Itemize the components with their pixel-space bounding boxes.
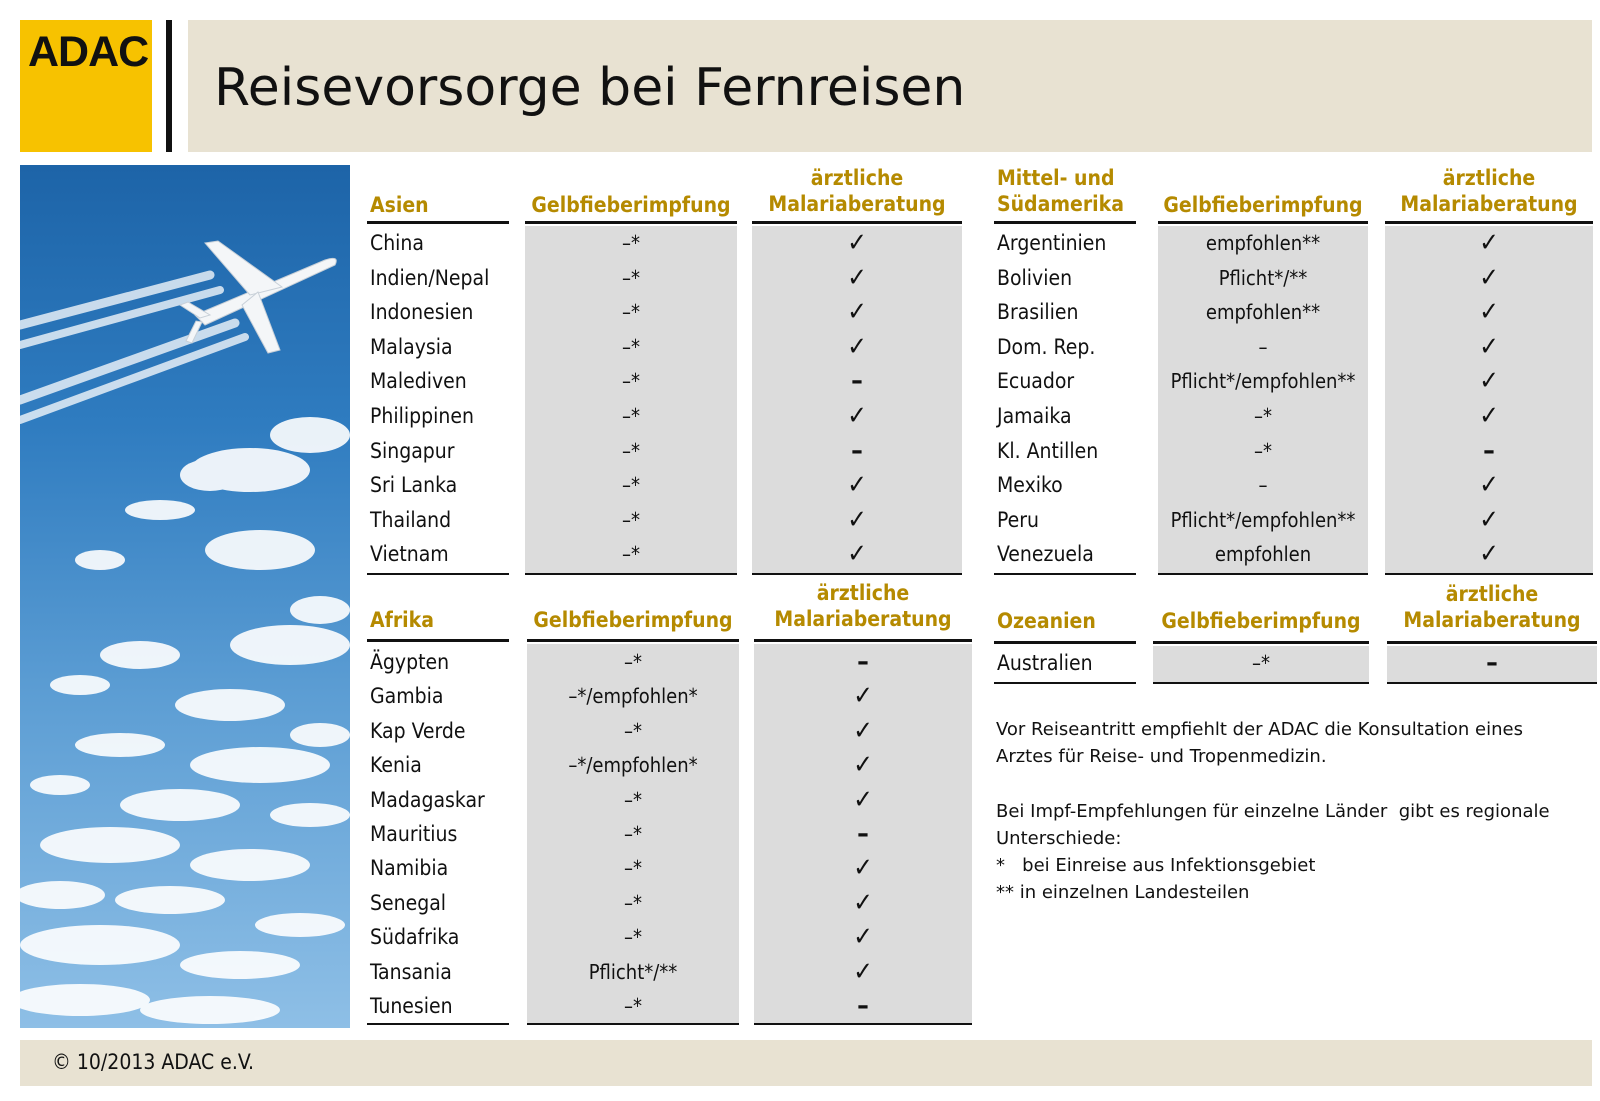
- gelbfieber-value: –*: [624, 822, 642, 846]
- check-icon: ✓: [853, 750, 873, 780]
- country-name: Jamaika: [997, 404, 1072, 428]
- gelbfieber-value: –*: [622, 335, 640, 359]
- gelbfieber-value: –*: [624, 925, 642, 949]
- bottom-rule: [994, 682, 1136, 684]
- header-gelbfieber: Gelbfieberimpfung: [531, 193, 731, 217]
- header-malaria: ärztliche Malariaberatung: [768, 166, 946, 216]
- check-icon: ✓: [853, 681, 873, 711]
- country-name: Malaysia: [370, 335, 453, 359]
- consult-note: Vor Reiseantritt empfiehlt der ADAC die Konsultation eines Arztes für Reise- und Tropenmedizin.: [996, 719, 1529, 767]
- gelbfieber-value: empfohlen**: [1205, 300, 1321, 324]
- country-name: Senegal: [370, 891, 447, 915]
- country-name: Thailand: [370, 508, 452, 532]
- header-rule: [367, 221, 509, 224]
- gelbfieber-value: –: [1258, 335, 1268, 359]
- gelbfieber-value: –: [1258, 473, 1268, 497]
- check-icon: ✓: [847, 505, 867, 535]
- country-name: Argentinien: [997, 231, 1107, 255]
- country-name: Gambia: [370, 684, 444, 708]
- check-icon: ✓: [853, 922, 873, 952]
- gelbfieber-value: empfohlen: [1214, 542, 1312, 566]
- country-name: Sri Lanka: [370, 473, 458, 497]
- gelbfieber-value: Pflicht*/**: [1218, 266, 1308, 290]
- check-icon: ✓: [847, 470, 867, 500]
- notes-block: [996, 716, 1592, 906]
- country-name: Venezuela: [997, 542, 1094, 566]
- bottom-rule: [527, 1023, 739, 1025]
- header-rule: [1387, 641, 1597, 644]
- gelbfieber-value: –*: [1254, 439, 1272, 463]
- country-name: Peru: [997, 508, 1040, 532]
- bottom-rule: [754, 1023, 972, 1025]
- bottom-rule: [752, 573, 962, 575]
- gelbfieber-value: –*/empfohlen*: [568, 684, 698, 708]
- gelbfieber-value: –*: [624, 650, 642, 674]
- check-icon: ✓: [1479, 505, 1499, 535]
- check-icon: ✓: [1479, 366, 1499, 396]
- bottom-rule: [994, 573, 1136, 575]
- country-name: Namibia: [370, 856, 449, 880]
- country-name: Ecuador: [997, 369, 1075, 393]
- header-region: Afrika: [370, 608, 434, 632]
- gelbfieber-value: –*: [622, 369, 640, 393]
- country-name: Kenia: [370, 753, 422, 777]
- header-rule: [754, 639, 972, 642]
- check-icon: ✓: [1479, 297, 1499, 327]
- gelbfieber-value: –*: [622, 542, 640, 566]
- gelbfieber-value: –*: [624, 856, 642, 880]
- country-name: Malediven: [370, 369, 467, 393]
- header-rule: [367, 639, 509, 642]
- gelbfieber-value: –*: [624, 788, 642, 812]
- country-name: Südafrika: [370, 925, 460, 949]
- header-region: Mittel- und Südamerika: [997, 166, 1124, 216]
- footer-bar: [20, 1040, 1592, 1086]
- logo-text: ADAC: [28, 28, 149, 76]
- country-name: Brasilien: [997, 300, 1079, 324]
- gelbfieber-value: –*: [624, 719, 642, 743]
- check-icon: ✓: [1479, 470, 1499, 500]
- check-icon: ✓: [847, 401, 867, 431]
- check-icon: ✓: [853, 853, 873, 883]
- bottom-rule: [1153, 682, 1369, 684]
- header-gelbfieber: Gelbfieberimpfung: [1163, 193, 1363, 217]
- gelbfieber-value: –*: [622, 473, 640, 497]
- adac-logo: [20, 20, 152, 152]
- footnote-single-star: * bei Einreise aus Infektionsgebiet: [996, 855, 1316, 876]
- header-malaria: ärztliche Malariaberatung: [1400, 166, 1578, 216]
- check-icon: ✓: [853, 957, 873, 987]
- country-name: Australien: [997, 651, 1093, 675]
- check-icon: ✓: [847, 228, 867, 258]
- title-bar: [188, 20, 1592, 152]
- bottom-rule: [1158, 573, 1368, 575]
- header-rule: [1153, 641, 1369, 644]
- country-name: Tansania: [370, 960, 452, 984]
- bottom-rule: [525, 573, 737, 575]
- check-icon: ✓: [853, 785, 873, 815]
- check-icon: ✓: [847, 332, 867, 362]
- header-rule: [525, 221, 737, 224]
- check-icon: ✓: [1479, 228, 1499, 258]
- page-title: Reisevorsorge bei Fernreisen: [214, 58, 966, 118]
- gelbfieber-value: –*: [622, 508, 640, 532]
- airplane-sky-photo: [20, 165, 350, 1028]
- check-icon: ✓: [1479, 401, 1499, 431]
- dash-icon: –: [857, 991, 869, 1021]
- copyright: © 10/2013 ADAC e.V.: [52, 1050, 255, 1074]
- country-name: Indien/Nepal: [370, 266, 490, 290]
- gelbfieber-value: –*: [622, 300, 640, 324]
- gelbfieber-value: Pflicht*/empfohlen**: [1170, 369, 1356, 393]
- header-region: Asien: [370, 193, 429, 217]
- header-malaria: ärztliche Malariaberatung: [1403, 582, 1581, 632]
- dash-icon: –: [1483, 436, 1495, 466]
- country-name: Mexiko: [997, 473, 1063, 497]
- gelbfieber-value: –*: [1254, 404, 1272, 428]
- gelbfieber-value: empfohlen**: [1205, 231, 1321, 255]
- country-name: Ägypten: [370, 650, 450, 674]
- check-icon: ✓: [1479, 263, 1499, 293]
- header-gelbfieber: Gelbfieberimpfung: [533, 608, 733, 632]
- gelbfieber-value: Pflicht*/**: [588, 960, 678, 984]
- bottom-rule: [367, 1023, 509, 1025]
- regional-note: Bei Impf-Empfehlungen für einzelne Länder gibt es regionale Unterschiede:: [996, 801, 1556, 849]
- country-name: Singapur: [370, 439, 455, 463]
- check-icon: ✓: [847, 539, 867, 569]
- header-rule: [1158, 221, 1368, 224]
- country-name: Kap Verde: [370, 719, 466, 743]
- country-name: Dom. Rep.: [997, 335, 1096, 359]
- check-icon: ✓: [853, 716, 873, 746]
- header-malaria: ärztliche Malariaberatung: [774, 581, 952, 631]
- check-icon: ✓: [847, 297, 867, 327]
- gelbfieber-value: –*: [1252, 651, 1270, 675]
- gelbfieber-value: –*/empfohlen*: [568, 753, 698, 777]
- header-gelbfieber: Gelbfieberimpfung: [1161, 609, 1361, 633]
- gelbfieber-value: –*: [624, 994, 642, 1018]
- country-name: Philippinen: [370, 404, 474, 428]
- gelbfieber-value: –*: [622, 439, 640, 463]
- gelbfieber-value: –*: [624, 891, 642, 915]
- gelbfieber-value: –*: [622, 231, 640, 255]
- check-icon: ✓: [1479, 539, 1499, 569]
- country-name: China: [370, 231, 424, 255]
- dash-icon: –: [851, 366, 863, 396]
- gelbfieber-value: –*: [622, 266, 640, 290]
- check-icon: ✓: [853, 888, 873, 918]
- country-name: Kl. Antillen: [997, 439, 1099, 463]
- dash-icon: –: [857, 819, 869, 849]
- country-name: Vietnam: [370, 542, 449, 566]
- country-name: Indonesien: [370, 300, 474, 324]
- header-rule: [994, 641, 1136, 644]
- country-name: Madagaskar: [370, 788, 485, 812]
- dash-icon: –: [1486, 648, 1498, 678]
- footnote-double-star: ** in einzelnen Landesteilen: [996, 882, 1250, 903]
- header-rule: [994, 221, 1136, 224]
- header-rule: [1385, 221, 1593, 224]
- bottom-rule: [367, 573, 509, 575]
- airplane-illustration: [20, 165, 350, 1028]
- check-icon: ✓: [1479, 332, 1499, 362]
- header-rule: [752, 221, 962, 224]
- bottom-rule: [1387, 682, 1597, 684]
- dash-icon: –: [857, 647, 869, 677]
- country-name: Bolivien: [997, 266, 1073, 290]
- dash-icon: –: [851, 436, 863, 466]
- gelbfieber-value: Pflicht*/empfohlen**: [1170, 508, 1356, 532]
- bottom-rule: [1385, 573, 1593, 575]
- header-divider: [166, 20, 172, 152]
- gelbfieber-value: –*: [622, 404, 640, 428]
- header-region: Ozeanien: [997, 609, 1096, 633]
- header-rule: [527, 639, 739, 642]
- country-name: Mauritius: [370, 822, 458, 846]
- check-icon: ✓: [847, 263, 867, 293]
- country-name: Tunesien: [370, 994, 453, 1018]
